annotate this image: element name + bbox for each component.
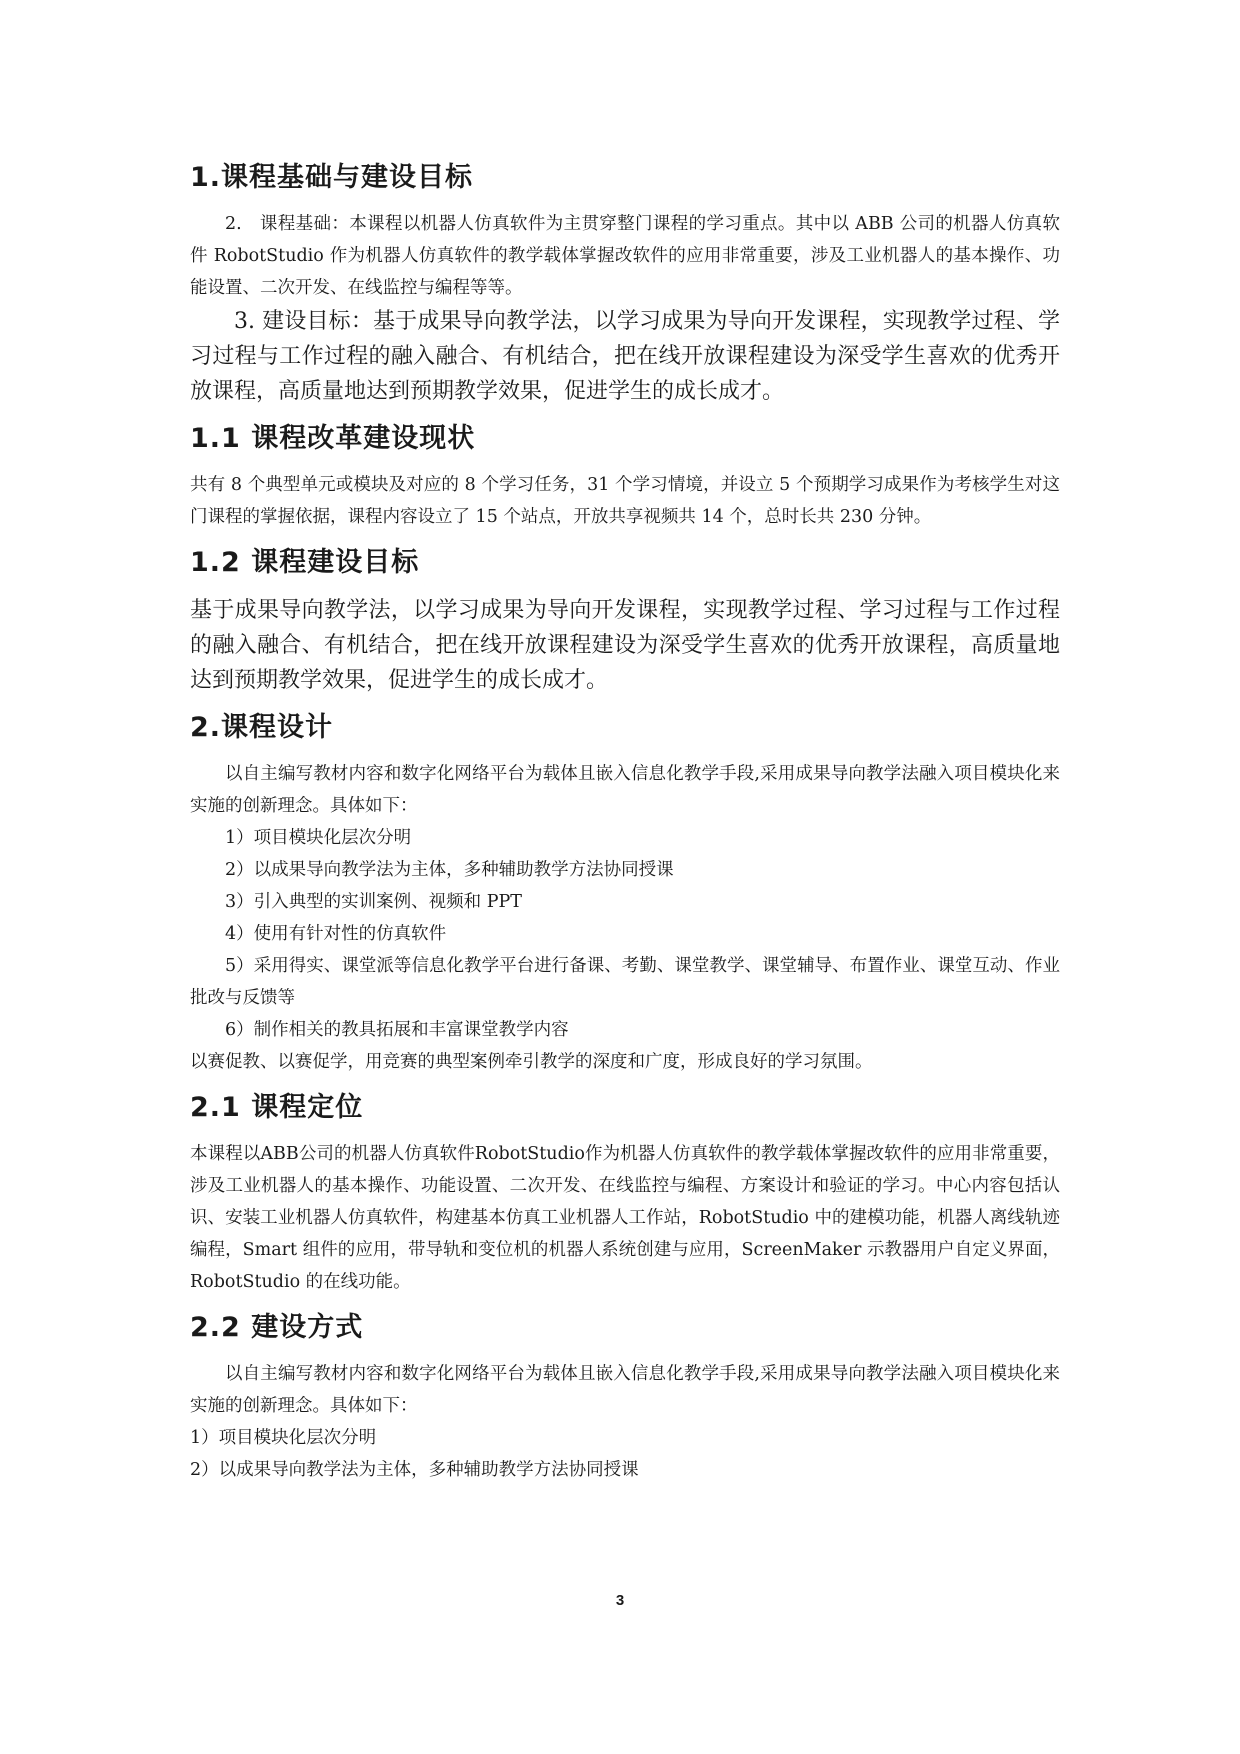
list-item: 2）以成果导向教学法为主体，多种辅助教学方法协同授课 [225,860,674,880]
list-item: 2）以成果导向教学法为主体，多种辅助教学方法协同授课 [190,1460,639,1480]
section1-course-basis-paragraph: 2. 课程基础：本课程以机器人仿真软件为主贯穿整门课程的学习重点。其中以 ABB 公司的机器人仿真软件 RobotStudio 作为机器人仿真软件的教学载体掌握改软件的应用非常重要，涉及工业机器人的基本操作、功能设置、二次开发、在线监控与编程等等。 [190,214,1060,298]
section-heading-2-2: 2.2 建设方式 [190,1312,364,1343]
section2-intro-paragraph: 以自主编写教材内容和数字化网络平台为载体且嵌入信息化教学手段,采用成果导向教学法融入项目模块化来实施的创新理念。具体如下： [190,764,1060,816]
section1-2-paragraph: 基于成果导向教学法，以学习成果为导向开发课程，实现教学过程、学习过程与工作过程的融入融合、有机结合，把在线开放课程建设为深受学生喜欢的优秀开放课程，高质量地达到预期教学效果，促进学生的成长成才。 [190,598,1060,693]
section2-closing-paragraph: 以赛促教、以赛促学，用竞赛的典型案例牵引教学的深度和广度，形成良好的学习氛围。 [190,1052,873,1072]
section-heading-1-2: 1.2 课程建设目标 [190,547,420,578]
section-heading-2: 2.课程设计 [190,712,334,743]
list-item: 5）采用得实、课堂派等信息化教学平台进行备课、考勤、课堂教学、课堂辅导、布置作业、课堂互动、作业批改与反馈等 [190,956,1060,1008]
section2-2-intro-paragraph: 以自主编写教材内容和数字化网络平台为载体且嵌入信息化教学手段,采用成果导向教学法融入项目模块化来实施的创新理念。具体如下： [190,1364,1060,1416]
section-heading-2-1: 2.1 课程定位 [190,1092,364,1123]
list-item: 4）使用有针对性的仿真软件 [225,924,447,944]
list-item: 1）项目模块化层次分明 [190,1428,377,1448]
document-page [190,160,1060,1486]
section1-goal-paragraph: 3. 建设目标：基于成果导向教学法，以学习成果为导向开发课程，实现教学过程、学习过程与工作过程的融入融合、有机结合，把在线开放课程建设为深受学生喜欢的优秀开放课程，高质量地达到预期教学效果，促进学生的成长成才。 [190,309,1060,404]
section-heading-1: 1.课程基础与建设目标 [190,162,474,193]
list-item: 1）项目模块化层次分明 [225,828,412,848]
section-heading-1-1: 1.1 课程改革建设现状 [190,423,476,454]
page-number: 3 [615,1592,625,1609]
list-item: 3）引入典型的实训案例、视频和 PPT [225,892,522,912]
section1-1-paragraph: 共有 8 个典型单元或模块及对应的 8 个学习任务，31 个学习情境，并设立 5 个预期学习成果作为考核学生对这门课程的掌握依据，课程内容设立了 15 个站点，开放共享视频共 14 个，总时长共 230 分钟。 [190,475,1060,527]
list-item: 6）制作相关的教具拓展和丰富课堂教学内容 [225,1020,569,1040]
section2-1-paragraph: 本课程以ABB公司的机器人仿真软件RobotStudio作为机器人仿真软件的教学载体掌握改软件的应用非常重要，涉及工业机器人的基本操作、功能设置、二次开发、在线监控与编程、方案设计和验证的学习。中心内容包括认识、安装工业机器人仿真软件，构建基本仿真工业机器人工作站，RobotStudio 中的建模功能，机器人离线轨迹编程，Smart 组件的应用，带导轨和变位机的机器人系统创建与应用，ScreenMaker 示教器用户自定义界面，RobotStudio 的在线功能。 [190,1144,1060,1292]
